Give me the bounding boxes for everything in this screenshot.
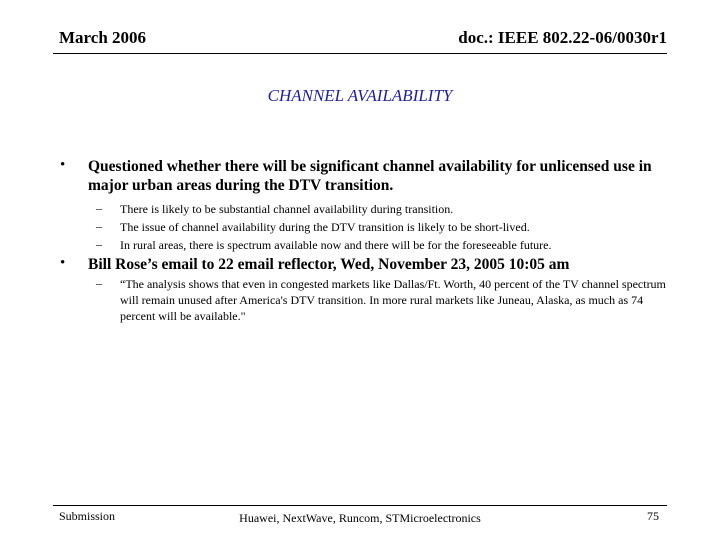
sub-bullet-marker: – [96,201,102,215]
footer-submission: Submission [59,509,116,523]
footer-authors: Huawei, NextWave, Runcom, STMicroelectronics [239,511,481,525]
footer-divider [53,505,667,506]
sub-bullet-text: “The analysis shows that even in congested markets like Dallas/Ft. Worth, 40 percent of the TV channel spectrum will remain unused after America's DTV transition. In more rural markets like Juneau, Alaska, as much as 74 percent will be available." [120,277,666,323]
header-date: March 2006 [59,28,147,47]
sub-bullet-text: The issue of channel availability during the DTV transition is likely to be short-lived. [120,220,530,234]
sub-bullet-marker: – [96,219,102,233]
sub-bullet-text: In rural areas, there is spectrum available now and there will be for the foreseeable future. [120,238,552,252]
bullet-marker: • [60,157,66,173]
header-doc-id: doc.: IEEE 802.22-06/0030r1 [458,28,667,47]
bullet-marker: • [60,255,66,271]
slide-title: CHANNEL AVAILABILITY [267,86,453,105]
sub-bullet-text: There is likely to be substantial channel availability during transition. [120,202,454,216]
bullet-text: Questioned whether there will be significant channel availability for unlicensed use in major urban areas during the DTV transition. [88,158,652,194]
sub-bullet-marker: – [96,276,102,290]
bullet-text: Bill Rose’s email to 22 email reflector, Wed, November 23, 2005 10:05 am [88,256,570,273]
page-number: 75 [647,509,659,523]
sub-bullet-marker: – [96,237,102,251]
header-divider [53,53,667,54]
